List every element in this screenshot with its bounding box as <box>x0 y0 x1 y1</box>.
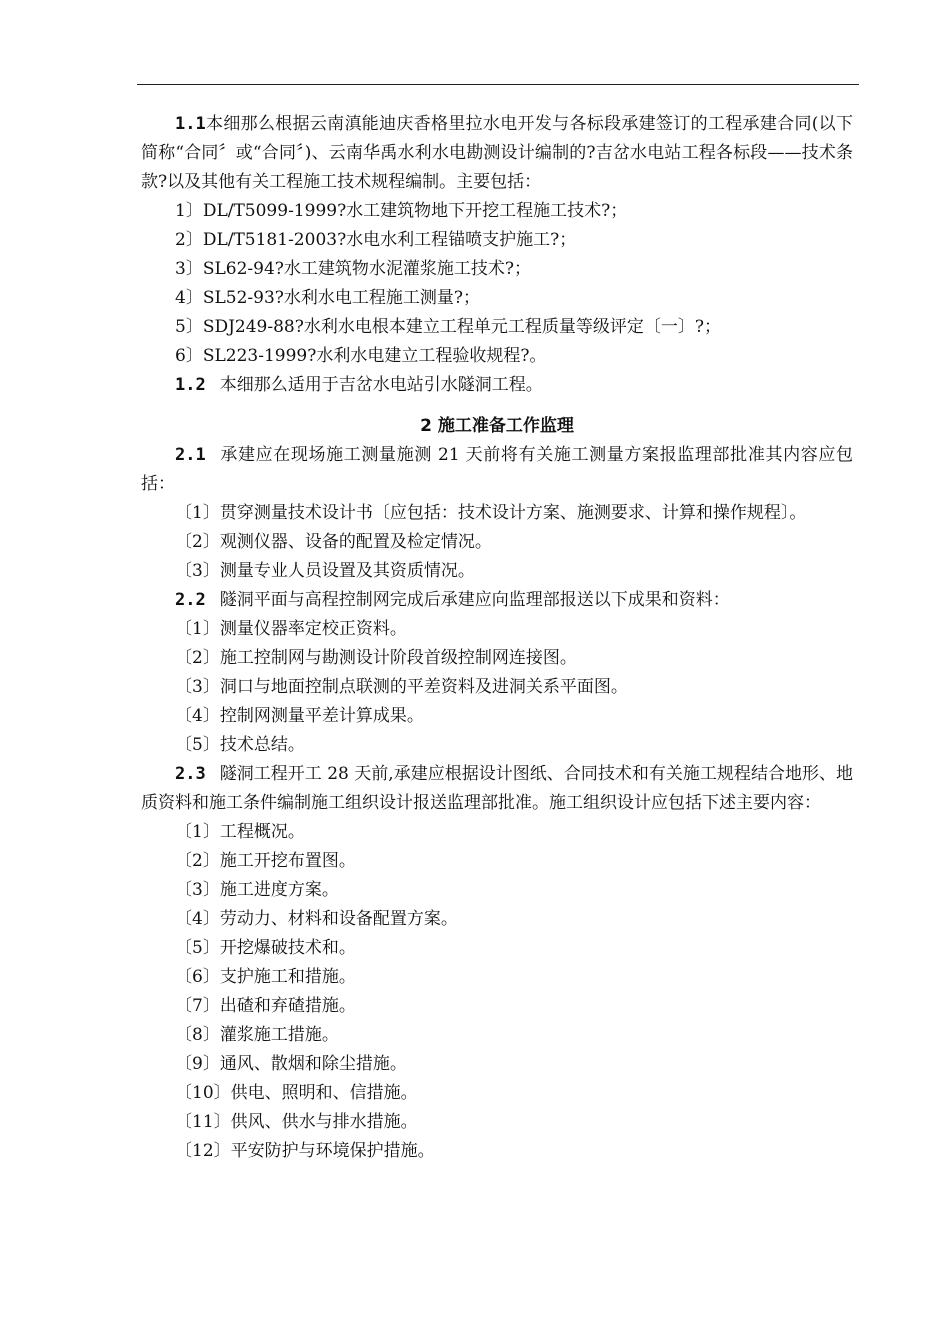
list-item: 〔5〕技术总结。 <box>175 735 305 755</box>
list-item: 〔11〕供风、供水与排水措施。 <box>175 1112 418 1132</box>
list-item: 〔5〕开挖爆破技术和。 <box>175 938 356 958</box>
list-item: 〔2〕施工控制网与勘测设计阶段首级控制网连接图。 <box>175 648 577 668</box>
list-item: 〔2〕观测仪器、设备的配置及检定情况。 <box>175 532 492 552</box>
paragraph-text: 隧洞工程开工 28 天前,承建应根据设计图纸、合同技术和有关施工规程结合地形、地质资料和施工条件编制施工组织设计报送监理部批准。施工组织设计应包括下述主要内容： <box>141 764 853 813</box>
reference-item: 4〕SL52-93?水利水电工程施工测量?； <box>175 288 480 308</box>
list-item: 〔1〕贯穿测量技术设计书〔应包括：技术设计方案、施测要求、计算和操作规程〕。 <box>175 503 807 523</box>
reference-item: 6〕SL223-1999?水利水电建立工程验收规程?。 <box>175 346 547 366</box>
list-item: 〔12〕平安防护与环境保护措施。 <box>175 1141 435 1161</box>
list-item: 〔1〕工程概况。 <box>175 822 305 842</box>
paragraph-text: 本细那么适用于吉岔水电站引水隧洞工程。 <box>219 375 543 395</box>
list-item: 〔2〕施工开挖布置图。 <box>175 851 356 871</box>
document-body <box>141 110 853 1166</box>
paragraph-text: 承建应在现场施工测量施测 21 天前将有关施工测量方案报监理部批准其内容应包括： <box>141 445 853 494</box>
list-item: 〔4〕控制网测量平差计算成果。 <box>175 706 424 726</box>
paragraph-1-1 <box>141 110 853 197</box>
clause-number: 2.2 <box>175 590 206 610</box>
list-item: 〔3〕洞口与地面控制点联测的平差资料及进洞关系平面图。 <box>175 677 628 697</box>
clause-number: 2.3 <box>175 764 206 784</box>
clause-number: 1.2 <box>175 375 206 395</box>
list-item: 〔9〕通风、散烟和除尘措施。 <box>175 1054 407 1074</box>
list-item: 〔3〕施工进度方案。 <box>175 880 339 900</box>
list-item: 〔3〕测量专业人员设置及其资质情况。 <box>175 561 475 581</box>
list-item: 〔4〕劳动力、材料和设备配置方案。 <box>175 909 458 929</box>
list-item: 〔8〕灌浆施工措施。 <box>175 1025 339 1045</box>
list-item: 〔6〕支护施工和措施。 <box>175 967 356 987</box>
paragraph-text: 隧洞平面与高程控制网完成后承建应向监理部报送以下成果和资料： <box>219 590 730 610</box>
reference-item: 2〕DL/T5181-2003?水电水利工程锚喷支护施工?； <box>175 230 577 250</box>
list-item: 〔1〕测量仪器率定校正资料。 <box>175 619 407 639</box>
paragraph-1-2 <box>141 371 853 400</box>
paragraph-2-2 <box>141 586 853 615</box>
header-rule <box>137 84 859 85</box>
list-item: 〔7〕出碴和弃碴措施。 <box>175 996 356 1016</box>
section-heading: 2 施工准备工作监理 <box>420 416 574 436</box>
reference-item: 3〕SL62-94?水工建筑物水泥灌浆施工技术?； <box>175 259 531 279</box>
reference-item: 5〕SDJ249-88?水利水电根本建立工程单元工程质量等级评定〔一〕?； <box>175 317 721 337</box>
list-item: 〔10〕供电、照明和、信措施。 <box>175 1083 418 1103</box>
paragraph-text: 本细那么根据云南滇能迪庆香格里拉水电开发与各标段承建签订的工程承建合同(以下简称“合同〞或“合同〞)、云南华禹水利水电勘测设计编制的?吉岔水电站工程各标段——技术条款?以及其他有关工程施工技术规程编制。主要包括： <box>141 114 853 192</box>
paragraph-2-3 <box>141 760 853 818</box>
reference-item: 1〕DL/T5099-1999?水工建筑物地下开挖工程施工技术?； <box>175 201 628 221</box>
paragraph-2-1 <box>141 441 853 499</box>
clause-number: 2.1 <box>175 445 206 465</box>
clause-number: 1.1 <box>175 114 206 134</box>
